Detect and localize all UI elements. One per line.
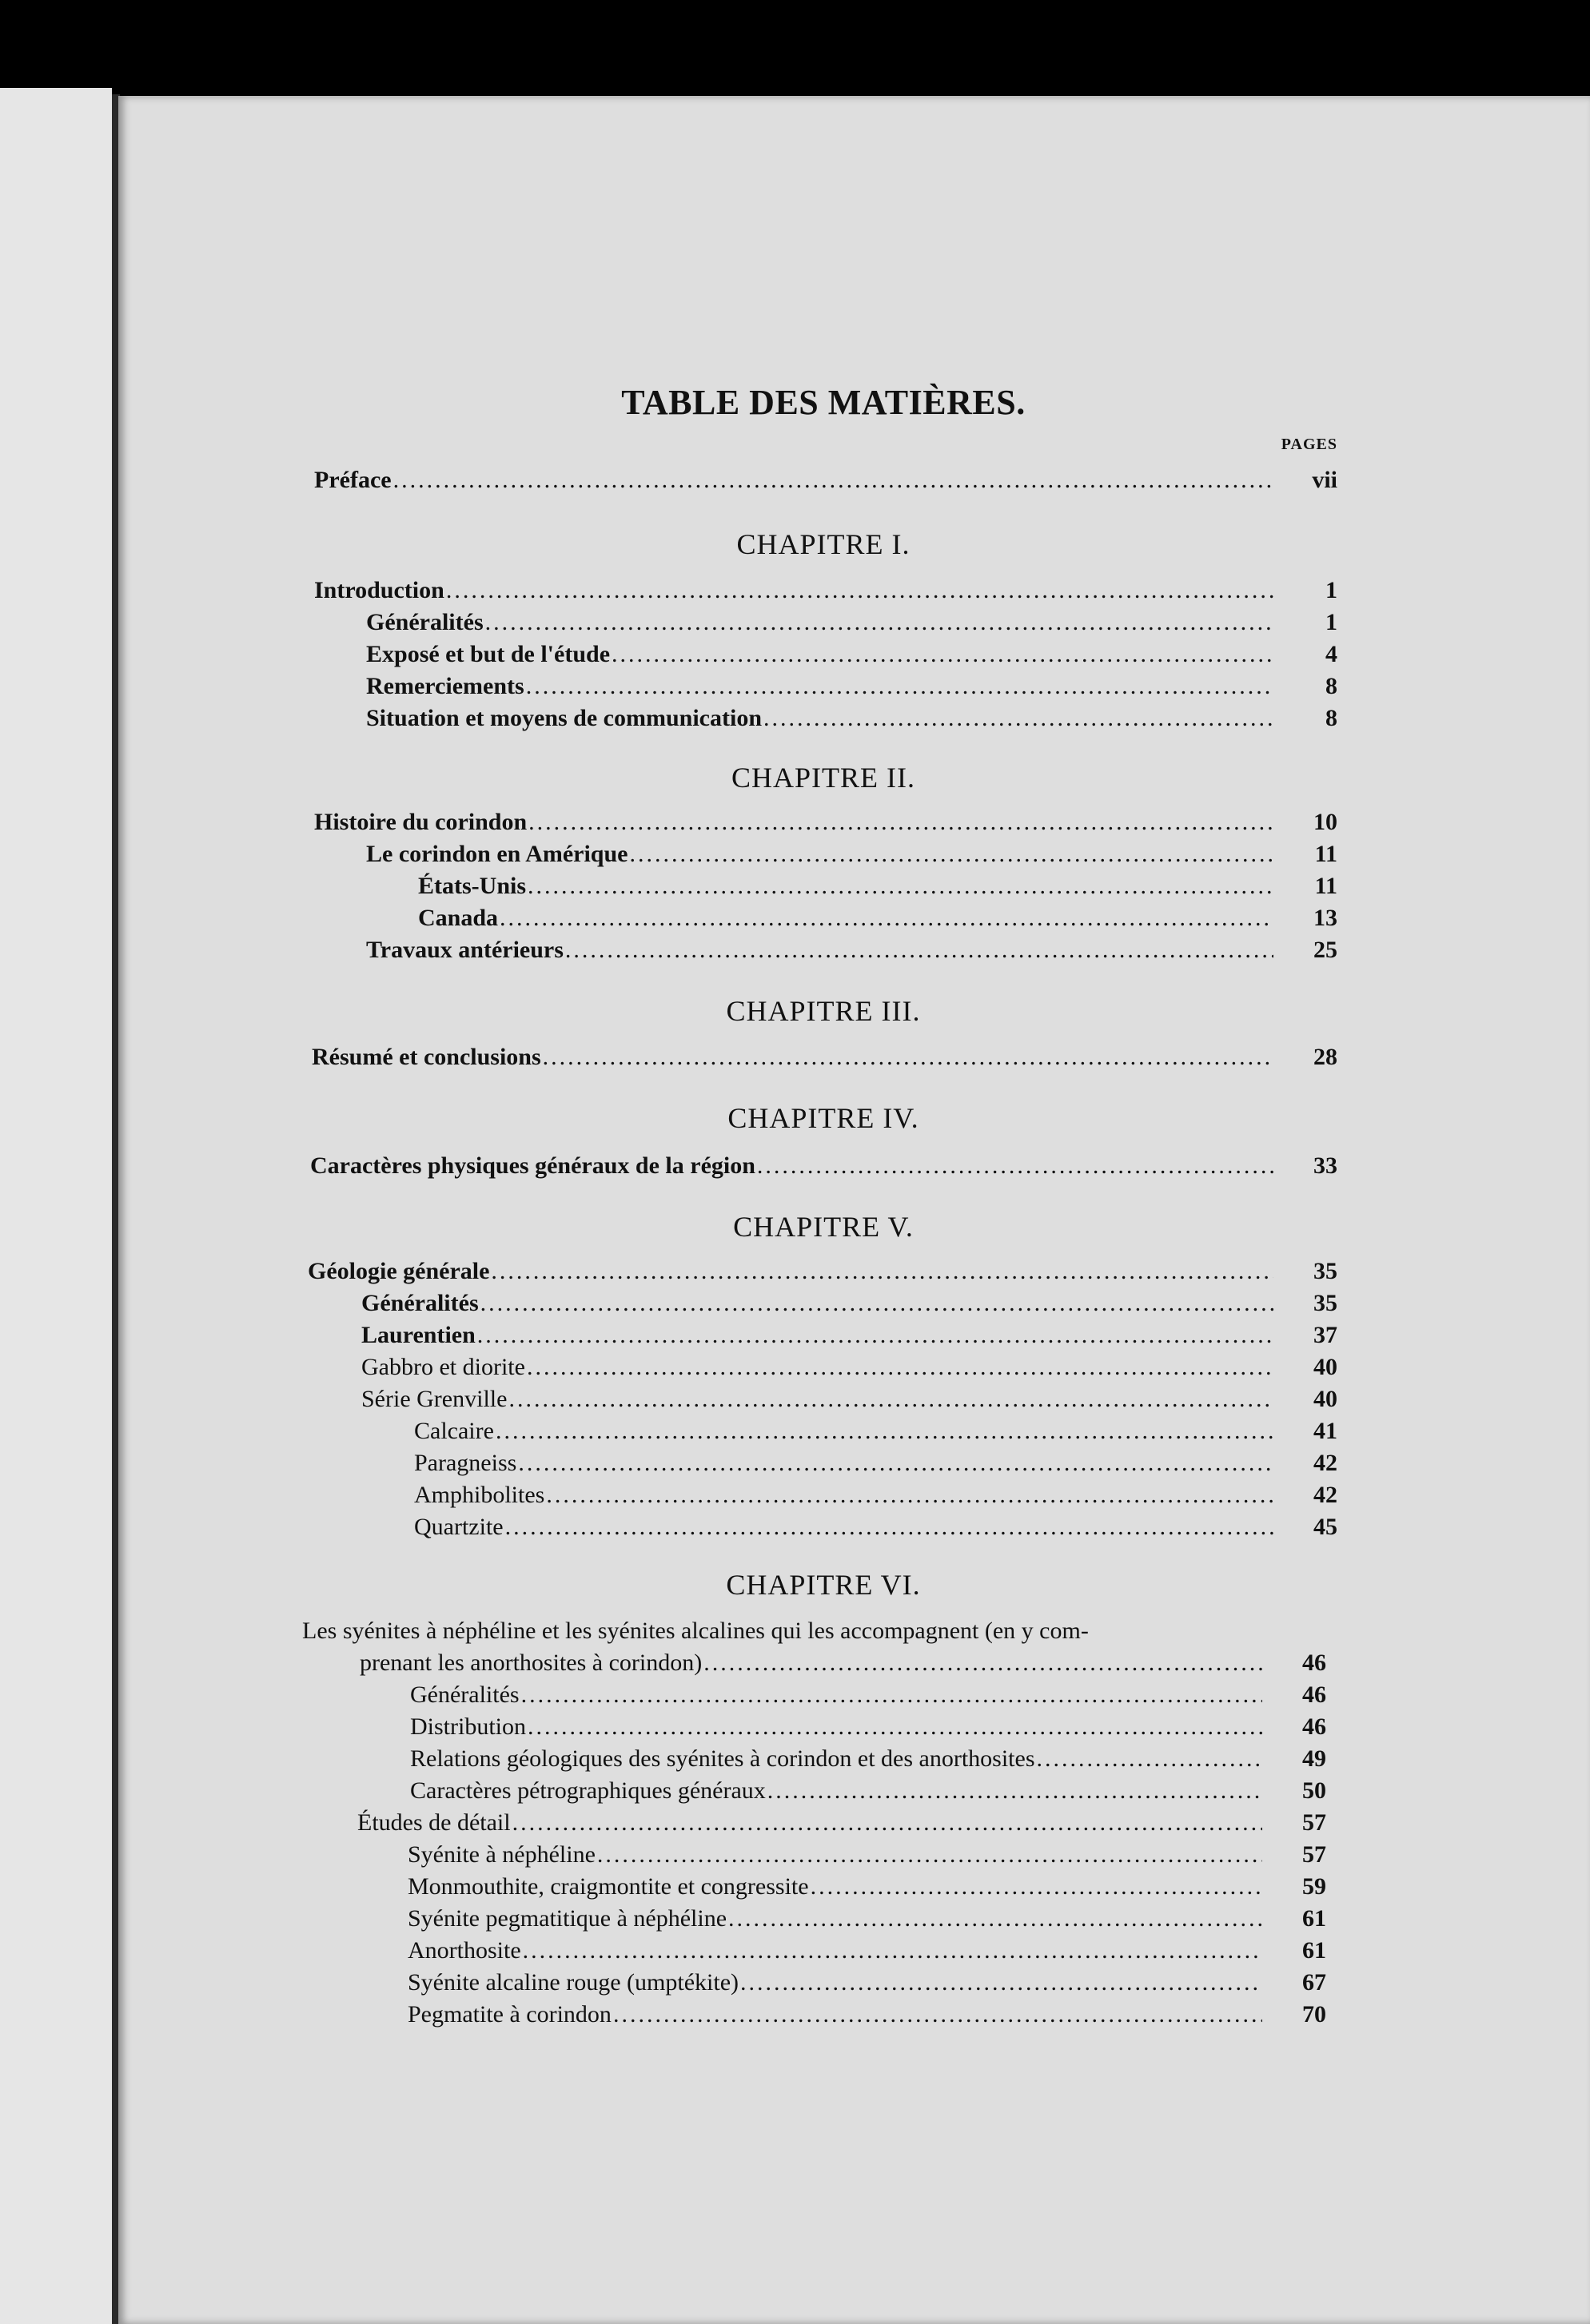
toc-entry — [366, 935, 1337, 965]
toc-entry-label: Situation et moyens de communication — [366, 705, 762, 731]
toc-entry-label: Travaux antérieurs — [366, 937, 564, 963]
leader-dots — [500, 903, 1273, 933]
toc-entry-page: 46 — [1302, 1681, 1326, 1708]
toc-entry-page: 37 — [1313, 1322, 1337, 1348]
toc-entry-label: Remerciements — [366, 673, 524, 699]
toc-entry-page: 46 — [1302, 1649, 1326, 1676]
toc-entry-label: Introduction — [314, 577, 444, 603]
toc-entry-page: 42 — [1313, 1482, 1337, 1508]
leader-dots — [393, 465, 1273, 495]
toc-entry — [357, 1808, 1326, 1838]
toc-entry-page: 1 — [1325, 609, 1337, 635]
leader-dots — [811, 1872, 1262, 1902]
leader-dots — [728, 1904, 1262, 1934]
toc-entry — [314, 807, 1337, 838]
toc-entry — [360, 1648, 1326, 1678]
chapter-heading: CHAPITRE V. — [733, 1211, 914, 1243]
toc-entry-page: 42 — [1313, 1450, 1337, 1476]
toc-entry — [410, 1712, 1326, 1742]
toc-entry-label: Série Grenville — [361, 1386, 508, 1412]
toc-entry — [414, 1448, 1337, 1478]
toc-entry-page: 49 — [1302, 1745, 1326, 1772]
toc-entry-label: Relations géologiques des syénites à corindon et des anorthosites — [410, 1745, 1035, 1772]
toc-entry — [414, 1512, 1337, 1542]
toc-entry-label: Généralités — [366, 609, 484, 635]
toc-entry-page: 46 — [1302, 1713, 1326, 1740]
toc-entry — [410, 1680, 1326, 1710]
leader-dots — [613, 2000, 1262, 2030]
toc-entry-label: Caractères pétrographiques généraux — [410, 1777, 766, 1804]
leader-dots — [546, 1480, 1273, 1510]
leader-dots — [480, 1288, 1273, 1319]
leader-dots — [528, 1712, 1262, 1742]
toc-entry-page: 67 — [1302, 1969, 1326, 1996]
toc-entry-label: Gabbro et diorite — [361, 1354, 525, 1380]
leader-dots — [703, 1648, 1262, 1678]
toc-entry-page: 57 — [1302, 1841, 1326, 1868]
toc-entry-label: Calcaire — [414, 1418, 494, 1444]
toc-entry — [361, 1384, 1337, 1415]
toc-entry — [408, 1872, 1326, 1902]
toc-entry-label: Syénite pegmatitique à néphéline — [408, 1905, 727, 1932]
leader-dots — [527, 1352, 1273, 1383]
toc-entry — [408, 1840, 1326, 1870]
toc-entry — [408, 2000, 1326, 2030]
toc-entry-page: 8 — [1325, 705, 1337, 731]
leader-dots — [508, 1384, 1273, 1415]
leader-dots — [496, 1416, 1273, 1447]
toc-entry-page: 61 — [1302, 1905, 1326, 1932]
leader-dots — [528, 807, 1273, 838]
toc-entry-label: Laurentien — [361, 1322, 476, 1348]
leader-dots — [512, 1808, 1262, 1838]
toc-entry — [308, 1256, 1337, 1287]
toc-entry — [408, 1904, 1326, 1934]
toc-entry — [361, 1352, 1337, 1383]
leader-dots — [505, 1512, 1273, 1542]
toc-entry-label: Caractères physiques généraux de la région — [310, 1152, 755, 1179]
leader-dots — [477, 1320, 1273, 1351]
toc-entry-page: 40 — [1313, 1386, 1337, 1412]
toc-entry-page: 1 — [1325, 577, 1337, 603]
leader-dots — [543, 1042, 1273, 1072]
toc-entry-page: 11 — [1314, 873, 1337, 899]
toc-entry-label: Géologie générale — [308, 1258, 490, 1284]
toc-entry-page: vii — [1312, 467, 1337, 493]
toc-entry-label: Exposé et but de l'étude — [366, 641, 611, 667]
facing-page-strip — [0, 88, 112, 2324]
toc-entry-page: 10 — [1313, 809, 1337, 835]
toc-entry — [366, 703, 1337, 734]
toc-entry-label: Paragneiss — [414, 1450, 517, 1476]
toc-entry-page: 35 — [1313, 1258, 1337, 1284]
leader-dots — [528, 871, 1273, 901]
page-title: TABLE DES MATIÈRES. — [621, 383, 1026, 422]
leader-dots — [740, 1968, 1262, 1998]
toc-entry-page: 59 — [1302, 1873, 1326, 1900]
chapter-heading: CHAPITRE IV. — [727, 1102, 919, 1134]
toc-entry-label: Quartzite — [414, 1514, 504, 1540]
toc-entry-page: 8 — [1325, 673, 1337, 699]
toc-entry-label: Préface — [314, 467, 392, 493]
toc-entry-page: 61 — [1302, 1937, 1326, 1964]
leader-dots — [523, 1936, 1262, 1966]
toc-entry-page: 33 — [1313, 1152, 1337, 1179]
leader-dots — [597, 1840, 1262, 1870]
leader-dots — [1037, 1744, 1262, 1774]
leader-dots — [612, 639, 1273, 670]
toc-entry — [366, 607, 1337, 638]
chapter-heading: CHAPITRE I. — [736, 528, 911, 560]
chapter-heading: CHAPITRE III. — [726, 995, 921, 1027]
toc-entry-page: 13 — [1313, 905, 1337, 931]
toc-entry-label: Études de détail — [357, 1809, 511, 1836]
toc-entry-page: 45 — [1313, 1514, 1337, 1540]
toc-entry — [361, 1288, 1337, 1319]
leader-dots — [491, 1256, 1273, 1287]
toc-entry-page: 57 — [1302, 1809, 1326, 1836]
toc-entry — [366, 639, 1337, 670]
leader-dots — [521, 1680, 1262, 1710]
toc-entry-label: Syénite à néphéline — [408, 1841, 596, 1868]
toc-entry-page: 41 — [1313, 1418, 1337, 1444]
toc-entry-label: Généralités — [410, 1681, 520, 1708]
toc-entry-label: Histoire du corindon — [314, 809, 528, 835]
toc-entry — [361, 1320, 1337, 1351]
leader-dots — [446, 575, 1273, 606]
toc-entry-label: Syénite alcaline rouge (umptékite) — [408, 1969, 739, 1996]
toc-entry-preface — [314, 465, 1337, 495]
toc-entry-label: Anorthosite — [408, 1937, 521, 1964]
toc-entry-label: Distribution — [410, 1713, 527, 1740]
toc-entry-label: Pegmatite à corindon — [408, 2001, 612, 2028]
chapter-heading: CHAPITRE II. — [731, 762, 915, 794]
toc-entry — [366, 839, 1337, 870]
toc-entry-label: prenant les anorthosites à corindon) — [360, 1649, 703, 1676]
leader-dots — [485, 607, 1273, 638]
toc-entry-page: 4 — [1325, 641, 1337, 667]
toc-entry-page: 50 — [1302, 1777, 1326, 1804]
toc-entry — [410, 1744, 1326, 1774]
toc-entry — [418, 871, 1337, 901]
leader-dots — [767, 1776, 1262, 1806]
toc-entry-page: 40 — [1313, 1354, 1337, 1380]
toc-entry — [314, 575, 1337, 606]
leader-dots — [518, 1448, 1273, 1478]
toc-entry-label: Amphibolites — [414, 1482, 545, 1508]
toc-entry — [418, 903, 1337, 933]
toc-entry-label: Résumé et conclusions — [312, 1044, 541, 1070]
toc-entry — [366, 671, 1337, 702]
toc-entry — [414, 1416, 1337, 1447]
toc-entry — [408, 1936, 1326, 1966]
leader-dots — [526, 671, 1273, 702]
toc-entry-label: Le corindon en Amérique — [366, 841, 628, 867]
toc-entry — [408, 1968, 1326, 1998]
toc-entry-label: Généralités — [361, 1290, 479, 1316]
toc-entry-label: Monmouthite, craigmontite et congressite — [408, 1873, 809, 1900]
toc-entry-label: États-Unis — [418, 873, 527, 899]
toc-entry-page: 11 — [1314, 841, 1337, 867]
toc-entry — [310, 1151, 1337, 1181]
toc-entry — [312, 1042, 1337, 1072]
toc-entry-page: 25 — [1313, 937, 1337, 963]
toc-entry-intro-line: Les syénites à néphéline et les syénites alcalines qui les accompagnent (en y com- — [302, 1618, 1089, 1644]
leader-dots — [565, 935, 1273, 965]
toc-entry — [410, 1776, 1326, 1806]
leader-dots — [757, 1151, 1273, 1181]
toc-entry-page: 35 — [1313, 1290, 1337, 1316]
toc-entry-page: 28 — [1313, 1044, 1337, 1070]
leader-dots — [630, 839, 1274, 870]
leader-dots — [763, 703, 1273, 734]
toc-entry-page: 70 — [1302, 2001, 1326, 2028]
toc-entry-label: Canada — [418, 905, 499, 931]
chapter-heading: CHAPITRE VI. — [726, 1569, 921, 1601]
pages-column-header: PAGES — [1281, 436, 1337, 453]
toc-entry — [414, 1480, 1337, 1510]
